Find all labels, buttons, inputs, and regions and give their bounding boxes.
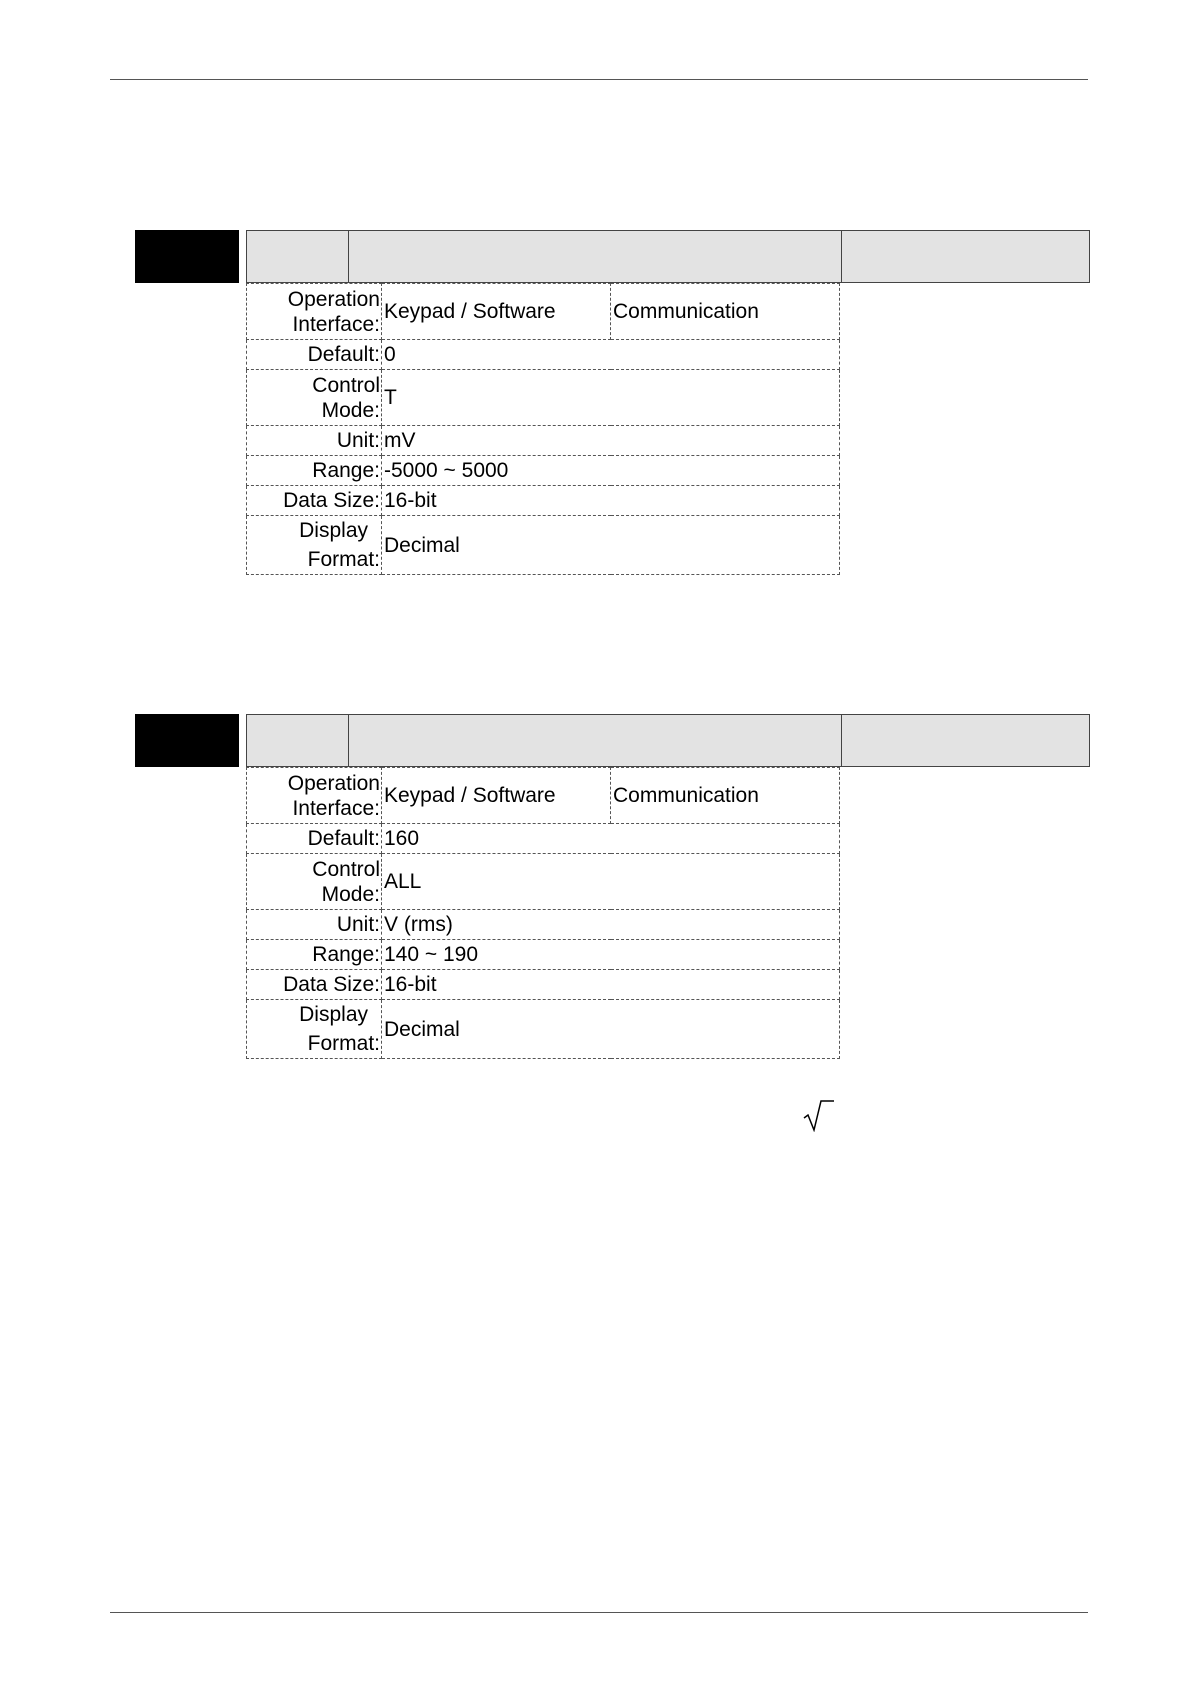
display-format-label-line-1: Display xyxy=(299,1003,368,1026)
data-size-label: Data Size: xyxy=(247,486,382,516)
row-control-mode xyxy=(247,370,840,426)
operation-interface-label: Operation Interface: xyxy=(247,768,382,824)
interface-keypad-value: Keypad / Software xyxy=(382,284,611,340)
data-size-value: 16-bit xyxy=(382,486,840,516)
display-format-label-line-1: Display xyxy=(299,519,368,542)
header-cell-address xyxy=(247,715,349,766)
display-format-label xyxy=(247,1000,382,1059)
control-mode-label: Control Mode: xyxy=(247,370,382,426)
row-data-size xyxy=(247,970,840,1000)
parameter-code-block xyxy=(135,714,239,767)
interface-keypad-value: Keypad / Software xyxy=(382,768,611,824)
square-root-check-icon xyxy=(803,1098,835,1132)
row-default xyxy=(247,340,840,370)
default-label: Default: xyxy=(247,340,382,370)
operation-interface-label: Operation Interface: xyxy=(247,284,382,340)
unit-label: Unit: xyxy=(247,910,382,940)
range-value: 140 ~ 190 xyxy=(382,940,840,970)
row-default xyxy=(247,824,840,854)
row-display-format xyxy=(247,1000,840,1059)
header-cell-reference xyxy=(842,715,1089,766)
row-operation-interface xyxy=(247,768,840,824)
header-cell-address xyxy=(247,231,349,282)
parameter-block-1 xyxy=(0,230,1190,590)
data-size-label: Data Size: xyxy=(247,970,382,1000)
parameter-info-table xyxy=(246,283,840,575)
range-value: -5000 ~ 5000 xyxy=(382,456,840,486)
default-label: Default: xyxy=(247,824,382,854)
footer-rule xyxy=(110,1612,1088,1613)
row-data-size xyxy=(247,486,840,516)
display-format-label-line-2: Format: xyxy=(307,548,380,571)
range-label: Range: xyxy=(247,456,382,486)
control-mode-value: T xyxy=(382,370,840,426)
default-value: 160 xyxy=(382,824,840,854)
row-range xyxy=(247,456,840,486)
interface-communication-value: Communication xyxy=(611,768,840,824)
display-format-value: Decimal xyxy=(382,516,840,575)
unit-label: Unit: xyxy=(247,426,382,456)
default-value: 0 xyxy=(382,340,840,370)
row-unit xyxy=(247,426,840,456)
parameter-block-2 xyxy=(0,714,1190,1074)
row-control-mode xyxy=(247,854,840,910)
header-cell-name xyxy=(349,231,842,282)
row-display-format xyxy=(247,516,840,575)
parameter-header xyxy=(246,714,1090,767)
display-format-value: Decimal xyxy=(382,1000,840,1059)
parameter-code-block xyxy=(135,230,239,283)
display-format-label-line-2: Format: xyxy=(307,1032,380,1055)
unit-value: mV xyxy=(382,426,840,456)
header-cell-name xyxy=(349,715,842,766)
control-mode-value: ALL xyxy=(382,854,840,910)
row-range xyxy=(247,940,840,970)
unit-value: V (rms) xyxy=(382,910,840,940)
row-unit xyxy=(247,910,840,940)
header-rule xyxy=(110,79,1088,80)
control-mode-label: Control Mode: xyxy=(247,854,382,910)
parameter-header xyxy=(246,230,1090,283)
parameter-info-table xyxy=(246,767,840,1059)
interface-communication-value: Communication xyxy=(611,284,840,340)
row-operation-interface xyxy=(247,284,840,340)
header-cell-reference xyxy=(842,231,1089,282)
display-format-label xyxy=(247,516,382,575)
data-size-value: 16-bit xyxy=(382,970,840,1000)
range-label: Range: xyxy=(247,940,382,970)
